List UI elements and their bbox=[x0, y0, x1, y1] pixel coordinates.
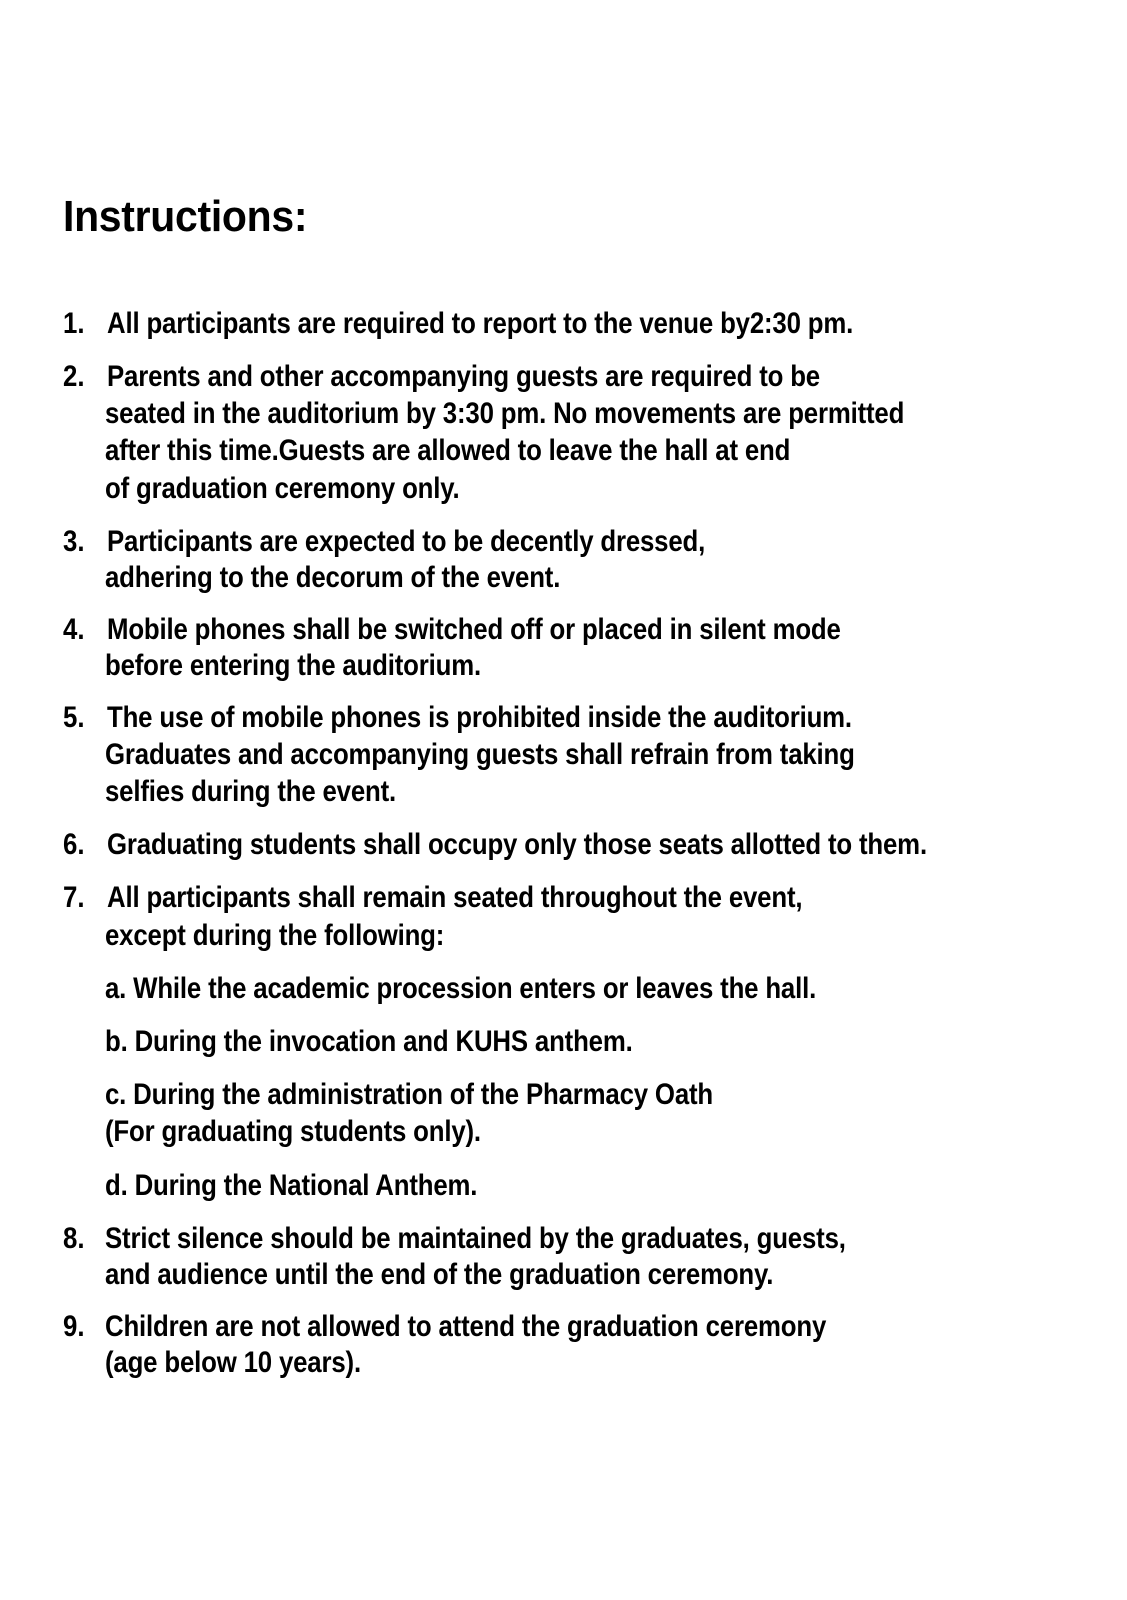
sub-item-text-line: c. During the administration of the Pharmacy Oath bbox=[105, 1078, 714, 1111]
item-number: 1. bbox=[63, 307, 85, 340]
item-number: 6. bbox=[63, 828, 85, 861]
sub-item-text-line: a. While the academic procession enters or leaves the hall. bbox=[105, 972, 817, 1005]
sub-item-text-line: d. During the National Anthem. bbox=[105, 1169, 478, 1202]
page-title: Instructions: bbox=[63, 192, 308, 241]
item-text-line: Strict silence should be maintained by the graduates, guests, bbox=[105, 1222, 846, 1255]
item-text-line: Graduating students shall occupy only those seats allotted to them. bbox=[107, 828, 927, 861]
item-number: 2. bbox=[63, 360, 85, 393]
item-text-line: Parents and other accompanying guests are required to be bbox=[107, 360, 820, 393]
item-text-line: except during the following: bbox=[105, 919, 445, 952]
item-text-line: seated in the auditorium by 3:30 pm. No movements are permitted bbox=[105, 397, 905, 430]
item-text-line: before entering the auditorium. bbox=[105, 649, 481, 682]
item-text-line: adhering to the decorum of the event. bbox=[105, 561, 561, 594]
item-number: 7. bbox=[63, 881, 85, 914]
sub-item-text-line: (For graduating students only). bbox=[105, 1115, 481, 1148]
item-text-line: Graduates and accompanying guests shall refrain from taking bbox=[105, 738, 855, 771]
item-number: 5. bbox=[63, 701, 85, 734]
sub-item-text-line: b. During the invocation and KUHS anthem. bbox=[105, 1025, 633, 1058]
item-text-line: and audience until the end of the graduation ceremony. bbox=[105, 1258, 774, 1291]
item-text-line: of graduation ceremony only. bbox=[105, 472, 460, 505]
item-text-line: The use of mobile phones is prohibited inside the auditorium. bbox=[107, 701, 852, 734]
item-number: 3. bbox=[63, 525, 85, 558]
item-number: 4. bbox=[63, 613, 85, 646]
item-text-line: Children are not allowed to attend the graduation ceremony bbox=[105, 1310, 827, 1343]
item-text-line: All participants are required to report to the venue by2:30 pm. bbox=[107, 307, 854, 340]
item-number: 8. bbox=[63, 1222, 85, 1255]
item-number: 9. bbox=[63, 1310, 85, 1343]
item-text-line: after this time.Guests are allowed to leave the hall at end bbox=[105, 434, 791, 467]
item-text-line: Mobile phones shall be switched off or placed in silent mode bbox=[107, 613, 841, 646]
item-text-line: Participants are expected to be decently dressed, bbox=[107, 525, 706, 558]
item-text-line: selfies during the event. bbox=[105, 775, 397, 808]
item-text-line: (age below 10 years). bbox=[105, 1346, 361, 1379]
item-text-line: All participants shall remain seated throughout the event, bbox=[107, 881, 803, 914]
